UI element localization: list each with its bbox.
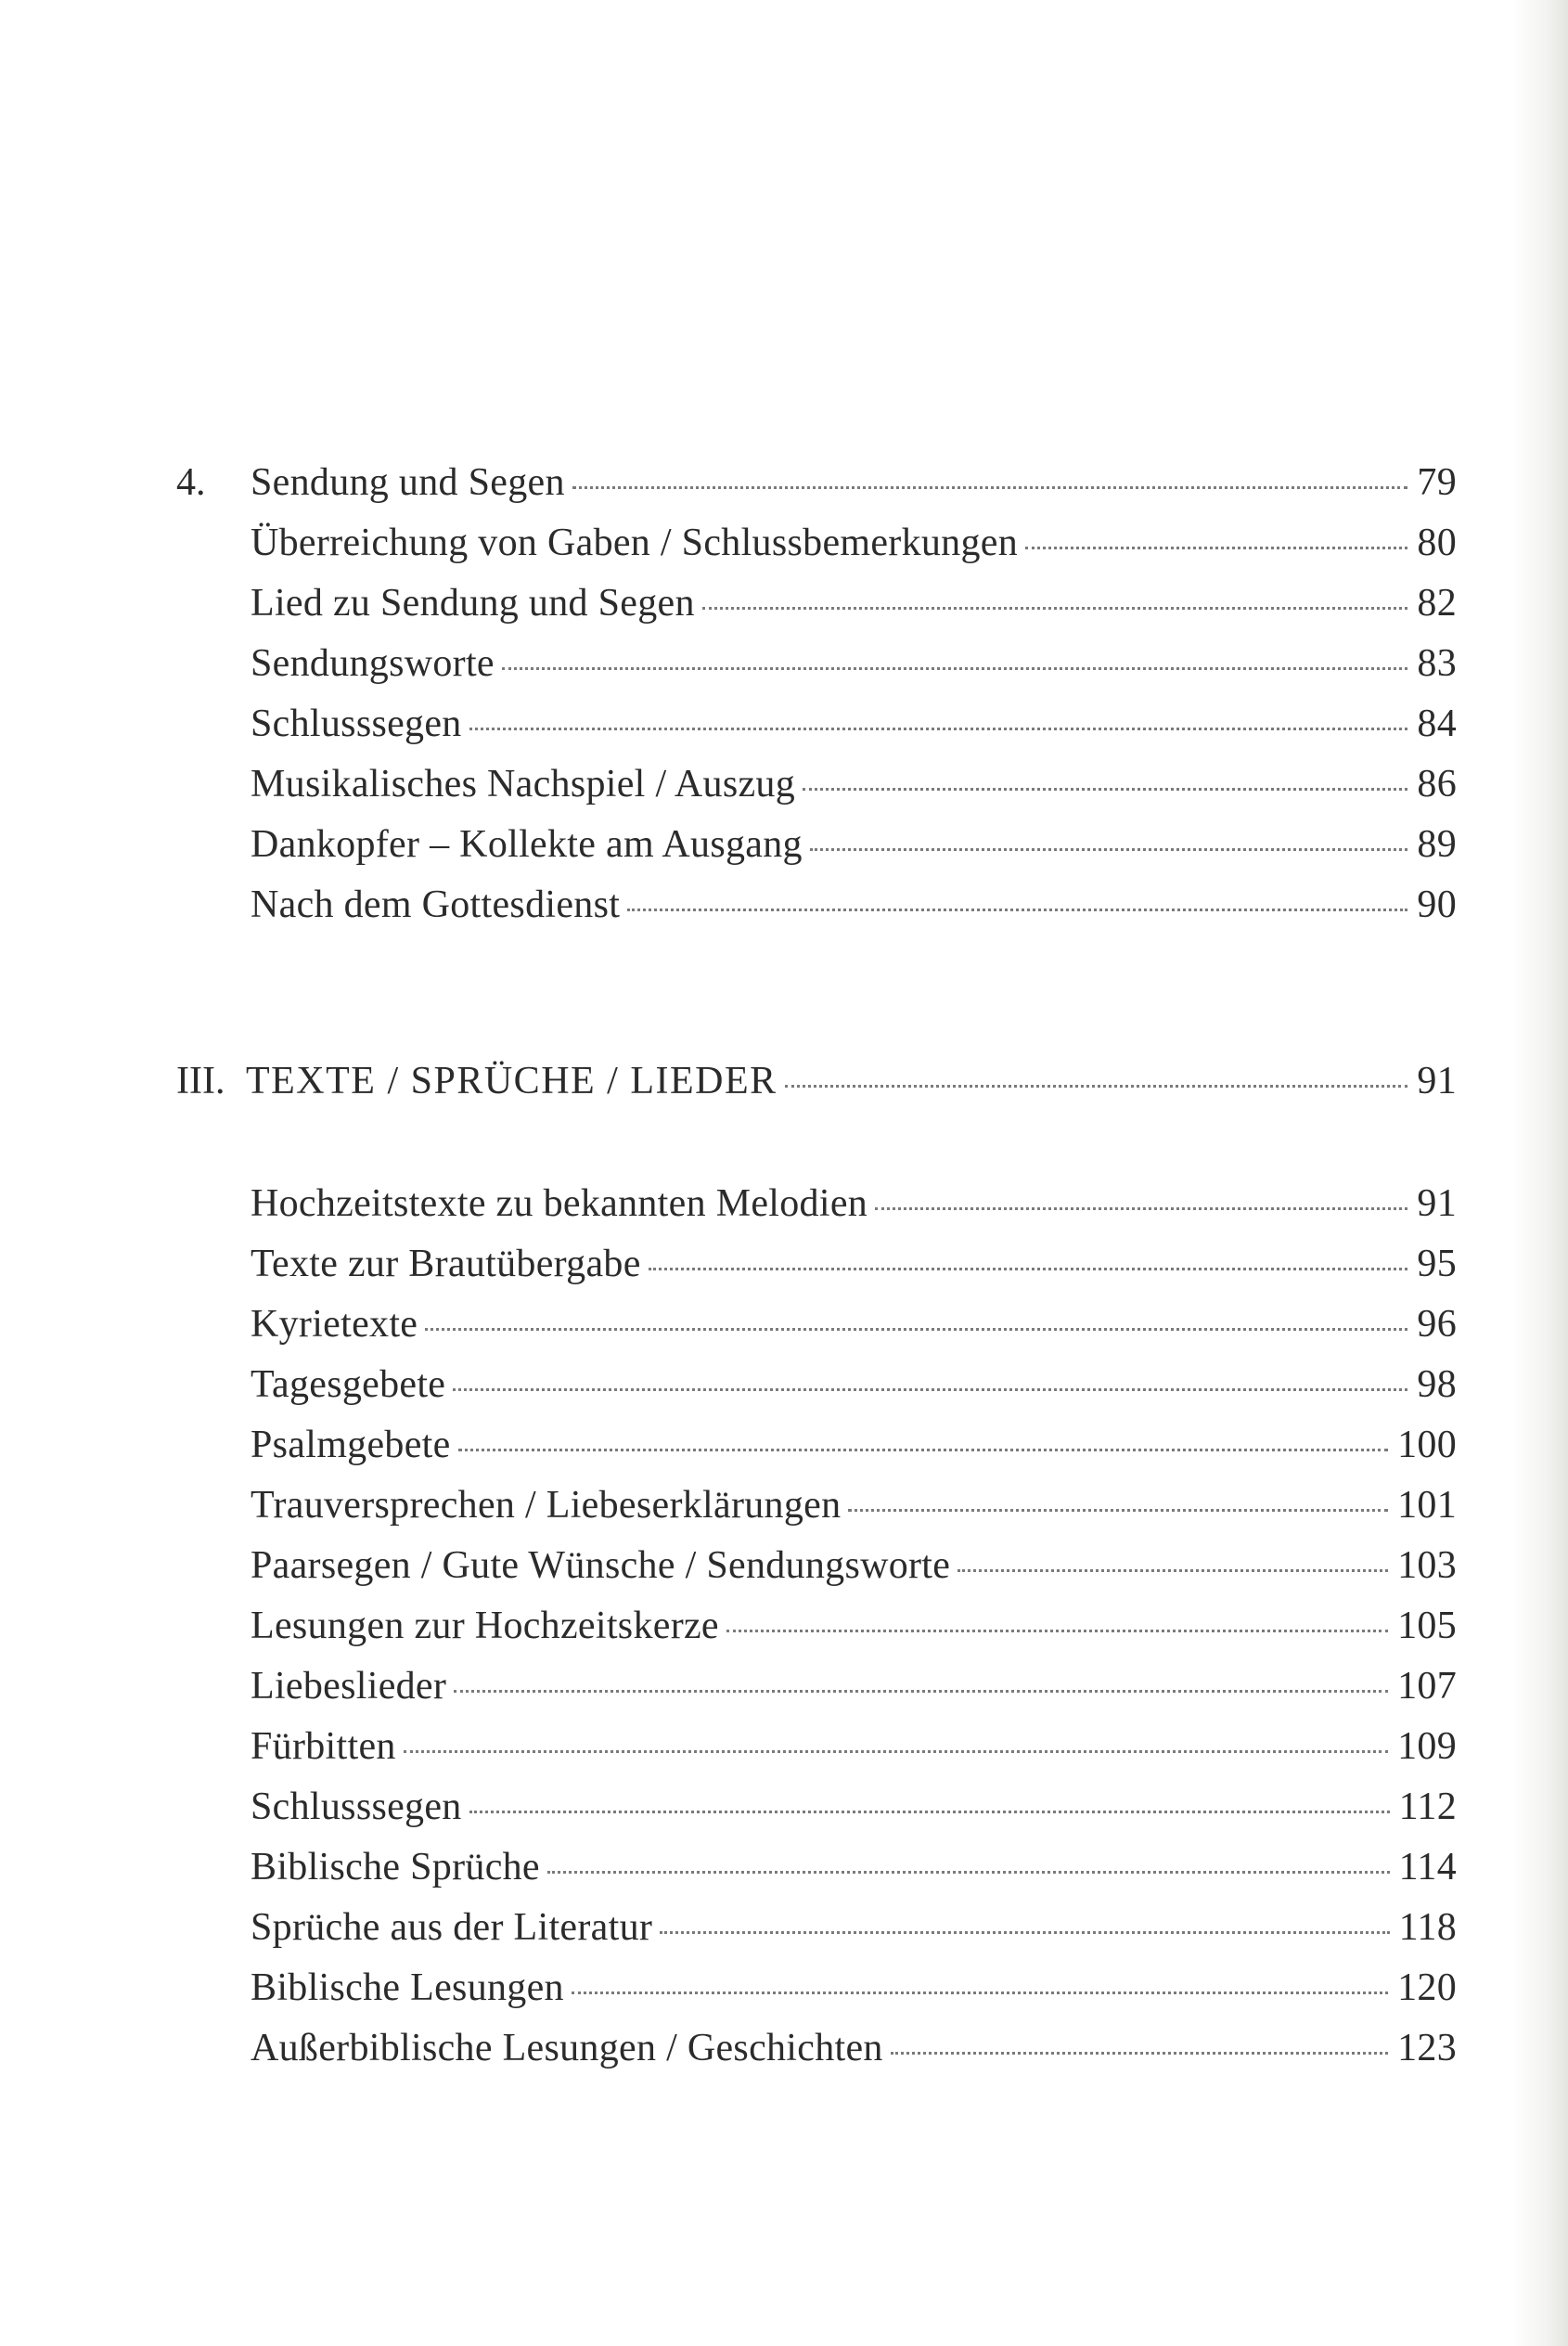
toc-leader-dots: [425, 1328, 1407, 1331]
toc-entry-title: Lesungen zur Hochzeitskerze: [251, 1605, 719, 1647]
toc-leader-dots: [660, 1931, 1389, 1934]
toc-entry-title: Liebeslieder: [251, 1665, 447, 1708]
toc-entry-page: 112: [1398, 1785, 1457, 1828]
toc-entry-page: 89: [1417, 823, 1457, 866]
toc-entry-title: Texte zur Brautübergabe: [251, 1243, 641, 1285]
toc-entry: [251, 1482, 1457, 1528]
toc-leader-dots: [453, 1388, 1407, 1391]
toc-entry: [251, 459, 1457, 506]
toc-entry: [251, 1180, 1457, 1227]
toc-entry-page: 100: [1397, 1424, 1457, 1466]
toc-leader-dots: [547, 1871, 1390, 1874]
toc-entry-title: Lied zu Sendung und Segen: [251, 582, 695, 625]
toc-entry: [251, 1784, 1457, 1830]
toc-entry-title: Schlusssegen: [251, 1785, 462, 1828]
toc-leader-dots: [454, 1690, 1388, 1693]
page-edge-shadow: [1512, 0, 1568, 2346]
toc-entry-page: 82: [1417, 582, 1457, 625]
toc-entry: [251, 580, 1457, 626]
toc-entry: [251, 640, 1457, 687]
toc-entry-title: Biblische Lesungen: [251, 1966, 564, 2009]
toc-entry-title: Tagesgebete: [251, 1363, 446, 1406]
toc-entry: [251, 821, 1457, 868]
toc-entry-title: Sendungsworte: [251, 642, 495, 685]
toc-entry-title: Trauversprechen / Liebeserklärungen: [251, 1484, 842, 1527]
toc-entry-title: Hochzeitstexte zu bekannten Melodien: [251, 1182, 868, 1225]
toc-entry-page: 79: [1417, 461, 1457, 504]
toc-entry-title: Dankopfer – Kollekte am Ausgang: [251, 823, 803, 866]
toc-entry-page: 114: [1398, 1846, 1457, 1888]
toc-entry-page: 98: [1417, 1363, 1457, 1406]
toc-entry: [251, 2025, 1457, 2071]
toc-leader-dots: [848, 1509, 1388, 1512]
toc-leader-dots: [469, 728, 1408, 730]
toc-entry-page: 120: [1397, 1966, 1457, 2009]
toc-entry: [251, 1542, 1457, 1589]
toc-entry-page: 109: [1397, 1725, 1457, 1768]
toc-leader-dots: [875, 1207, 1407, 1210]
toc-entry: [251, 1361, 1457, 1408]
toc-leader-dots: [469, 1811, 1390, 1813]
toc-entry: [251, 1663, 1457, 1709]
toc-entry: [251, 1904, 1457, 1951]
toc-entry-page: 84: [1417, 703, 1457, 745]
toc-entry-page: 105: [1397, 1605, 1457, 1647]
section-3-number: III.: [176, 1060, 225, 1102]
toc-entry: [251, 882, 1457, 928]
toc-entry-page: 103: [1397, 1544, 1457, 1587]
toc-entry-title: Nach dem Gottesdienst: [251, 883, 621, 926]
toc-entry-title: Sendung und Segen: [251, 461, 565, 504]
toc-leader-dots: [958, 1569, 1388, 1572]
toc-entry-title: Biblische Sprüche: [251, 1846, 540, 1888]
toc-leader-dots: [649, 1268, 1408, 1270]
toc-leader-dots: [702, 607, 1408, 610]
section-4-number: 4.: [176, 461, 206, 504]
toc-entry-page: 83: [1417, 642, 1457, 685]
toc-entry: [251, 1241, 1457, 1287]
toc-entry-title: Sprüche aus der Literatur: [251, 1906, 653, 1949]
toc-entry-page: 80: [1417, 522, 1457, 564]
toc-entry: [251, 1965, 1457, 2011]
toc-entry: [251, 701, 1457, 747]
toc-entry-title: Überreichung von Gaben / Schlussbemerkungen: [251, 522, 1019, 564]
toc-leader-dots: [458, 1449, 1389, 1451]
toc-entry-title: Schlusssegen: [251, 703, 462, 745]
toc-leader-dots: [627, 909, 1407, 911]
toc-leader-dots: [785, 1085, 1408, 1088]
toc-entry-title: Außerbiblische Lesungen / Geschichten: [251, 2027, 883, 2069]
toc-leader-dots: [572, 486, 1408, 489]
toc-entry: [251, 520, 1457, 566]
toc-entry-title: Psalmgebete: [251, 1424, 451, 1466]
toc-entry-title: Kyrietexte: [251, 1303, 418, 1346]
toc-entry-page: 107: [1397, 1665, 1457, 1708]
toc-leader-dots: [726, 1630, 1388, 1632]
toc-entry-title: Fürbitten: [251, 1725, 396, 1768]
toc-entry: [251, 1301, 1457, 1347]
toc-entry-page: 118: [1398, 1906, 1457, 1949]
toc-entry: [251, 1844, 1457, 1890]
toc-entry: [251, 1422, 1457, 1468]
toc-leader-dots: [1025, 547, 1407, 549]
toc-leader-dots: [891, 2052, 1388, 2055]
toc-entry: [251, 761, 1457, 807]
toc-leader-dots: [404, 1750, 1388, 1753]
section-heading: [246, 1058, 1457, 1104]
toc-entry-title: Musikalisches Nachspiel / Auszug: [251, 763, 796, 806]
toc-entry-page: 91: [1417, 1182, 1457, 1225]
toc-entry: [251, 1723, 1457, 1770]
toc-entry-title: Paarsegen / Gute Wünsche / Sendungsworte: [251, 1544, 951, 1587]
toc-leader-dots: [810, 848, 1408, 851]
toc-entry-page: 95: [1417, 1243, 1457, 1285]
section-heading-page: 91: [1417, 1060, 1457, 1102]
toc-leader-dots: [502, 667, 1408, 670]
toc-entry-page: 96: [1417, 1303, 1457, 1346]
toc-entry-page: 86: [1417, 763, 1457, 806]
toc-leader-dots: [803, 788, 1407, 791]
toc-entry-page: 123: [1397, 2027, 1457, 2069]
toc-leader-dots: [572, 1992, 1388, 1994]
toc-entry: [251, 1603, 1457, 1649]
toc-entry-page: 101: [1397, 1484, 1457, 1527]
section-heading-title: TEXTE / SPRÜCHE / LIEDER: [246, 1060, 778, 1102]
toc-entry-page: 90: [1417, 883, 1457, 926]
